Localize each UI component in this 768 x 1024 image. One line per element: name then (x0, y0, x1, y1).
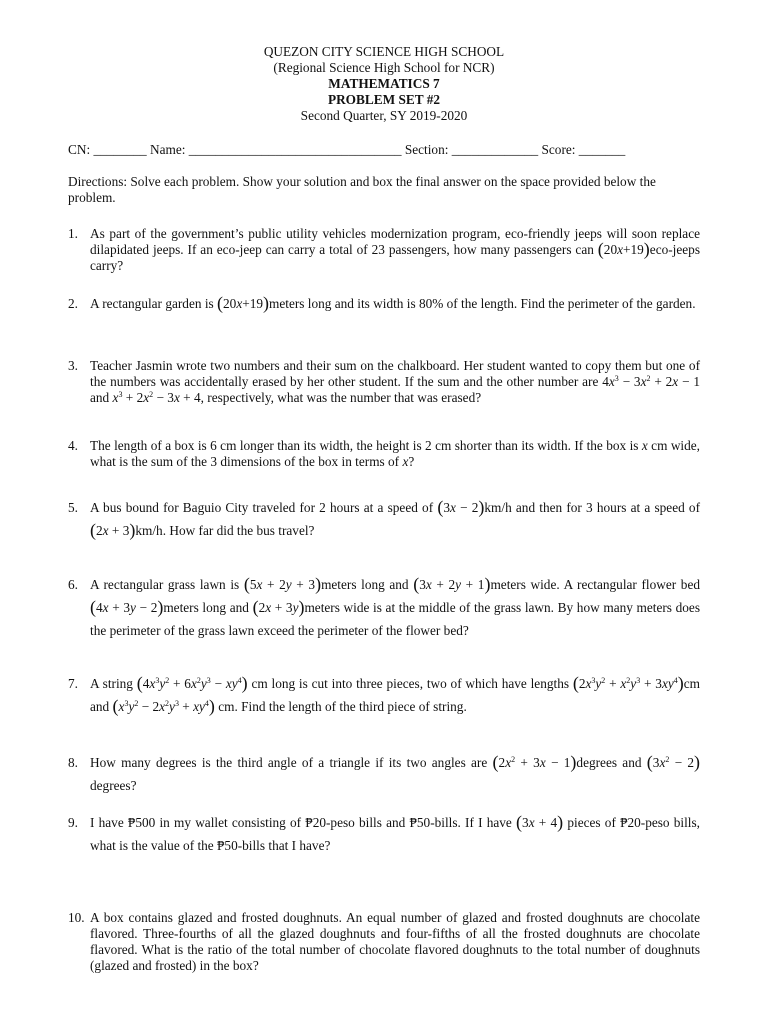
term-label: Second Quarter, SY 2019-2020 (300, 108, 468, 123)
math-expression: $(2x^3y^2 + x^2y^3 + 3xy^4)$ (572, 673, 684, 693)
math-expression: (2x + 3y) (252, 597, 305, 617)
problem-7: 7. A string $(4x^3y^2 + 6x^2y^3 - xy^4)$ cm long is cut into three pieces, two of which have lengths $(2x^3y^2 + x^2y^3 + 3xy^4)cm$ and $(x^3y^2 - 2x^2y^3 + xy^4)$ cm. Find the length of the third piece of string. (68, 673, 700, 716)
problem-5: 5. A bus bound for Baguio City traveled for 2 hours at a speed of (3x − 2)km/h and then for 3 hours at a speed of (2x + 3)km/h. How far did the bus travel? (68, 497, 700, 540)
math-expression: $4x^3 - 3x^2 + 2x - 1$ (602, 374, 701, 389)
directions: Directions: Solve each problem. Show your solution and box the final answer on the space provided below the problem. (68, 174, 656, 205)
math-expression: $x^3 + 2x^2 - 3x + 4$ (112, 390, 201, 405)
problem-9: 9. I have ₱500 in my wallet consisting of ₱20-peso bills and ₱50-bills. If I have (3x + 4) pieces of ₱20-peso bills, what is the value of the ₱50-bills that I have? (68, 812, 700, 853)
problem-6: 6. A rectangular grass lawn is (5x + 2y + 3)meters long and (3x + 2y + 1)meters wide. A rectangular flower bed (4x + 3y − 2)meters long and (2x + 3y)meters wide is at the middle of the grass lawn. By how many meters does the perimeter of the grass lawn exceed the perimeter of the flower bed? (68, 574, 700, 638)
subject-title: MATHEMATICS 7 (328, 76, 440, 91)
problem-set-title: PROBLEM SET #2 (327, 92, 441, 107)
school-subtitle: (Regional Science High School for NCR) (273, 60, 495, 75)
math-expression: (20x+19) (597, 239, 650, 259)
problem-1: 1. As part of the government’s public utility vehicles modernization program, eco-friendly jeeps will soon replace dilapidated jeeps. If an eco-jeep can carry a total of 23 passengers, how many passengers can (20x+19)eco-jeeps carry? (68, 226, 700, 273)
math-expression: (3x + 4) (516, 812, 564, 832)
student-info-line: CN: ________ Name: ________________________________ Section: _____________ Score: _______ (68, 142, 626, 157)
math-expression: (4x + 3y − 2) (90, 597, 164, 617)
document-header (68, 44, 700, 124)
problem-4: 4. The length of a box is 6 cm longer than its width, the height is 2 cm shorter than its width. If the box is x cm wide, what is the sum of the 3 dimensions of the box in terms of x? (68, 438, 700, 469)
math-expression: $(4x^3y^2 + 6x^2y^3 - xy^4)$ (136, 673, 248, 693)
math-expression: (2x + 3) (90, 520, 136, 540)
math-expression: $(3x^2 - 2)$ (646, 752, 701, 772)
math-expression: (3x + 2y + 1) (413, 574, 491, 594)
math-expression: $(2x^2 + 3x - 1)$ (492, 752, 577, 772)
math-expression: (3x − 2) (437, 497, 485, 517)
problem-3: 3. Teacher Jasmin wrote two numbers and their sum on the chalkboard. Her student wanted to copy them but one of the numbers was accidentally erased by her other student. If the sum and the other number are $4x^3 - 3x^2 + 2x - 1$ and $x^3 + 2x^2 - 3x + 4$, respectively, what was the number that was erased? (68, 358, 701, 405)
school-name: QUEZON CITY SCIENCE HIGH SCHOOL (263, 44, 505, 59)
math-expression: $(x^3y^2 - 2x^2y^3 + xy^4)$ (112, 696, 215, 716)
problem-set-sheet (68, 44, 701, 973)
problem-2: 2. A rectangular garden is (20x+19)meters long and its width is 80% of the length. Find the perimeter of the garden. (68, 293, 696, 313)
problem-10: 10. A box contains glazed and frosted doughnuts. An equal number of glazed and frosted doughnuts are chocolate flavored. Three-fourths of all the glazed doughnuts and four-fifths of all the frosted doughnuts are chocolate flavored. What is the ratio of the total number of chocolate flavored doughnuts to the total number of doughnuts (glazed and frosted) in the box? (68, 910, 700, 973)
problem-8: 8. How many degrees is the third angle of a triangle if its two angles are ($2x^2 + 3x$ − 1)degrees and $(3x^2 - 2)$ degrees? (68, 752, 701, 793)
math-expression: (5x + 2y + 3) (243, 574, 322, 594)
math-expression: (20x+19) (217, 293, 270, 313)
